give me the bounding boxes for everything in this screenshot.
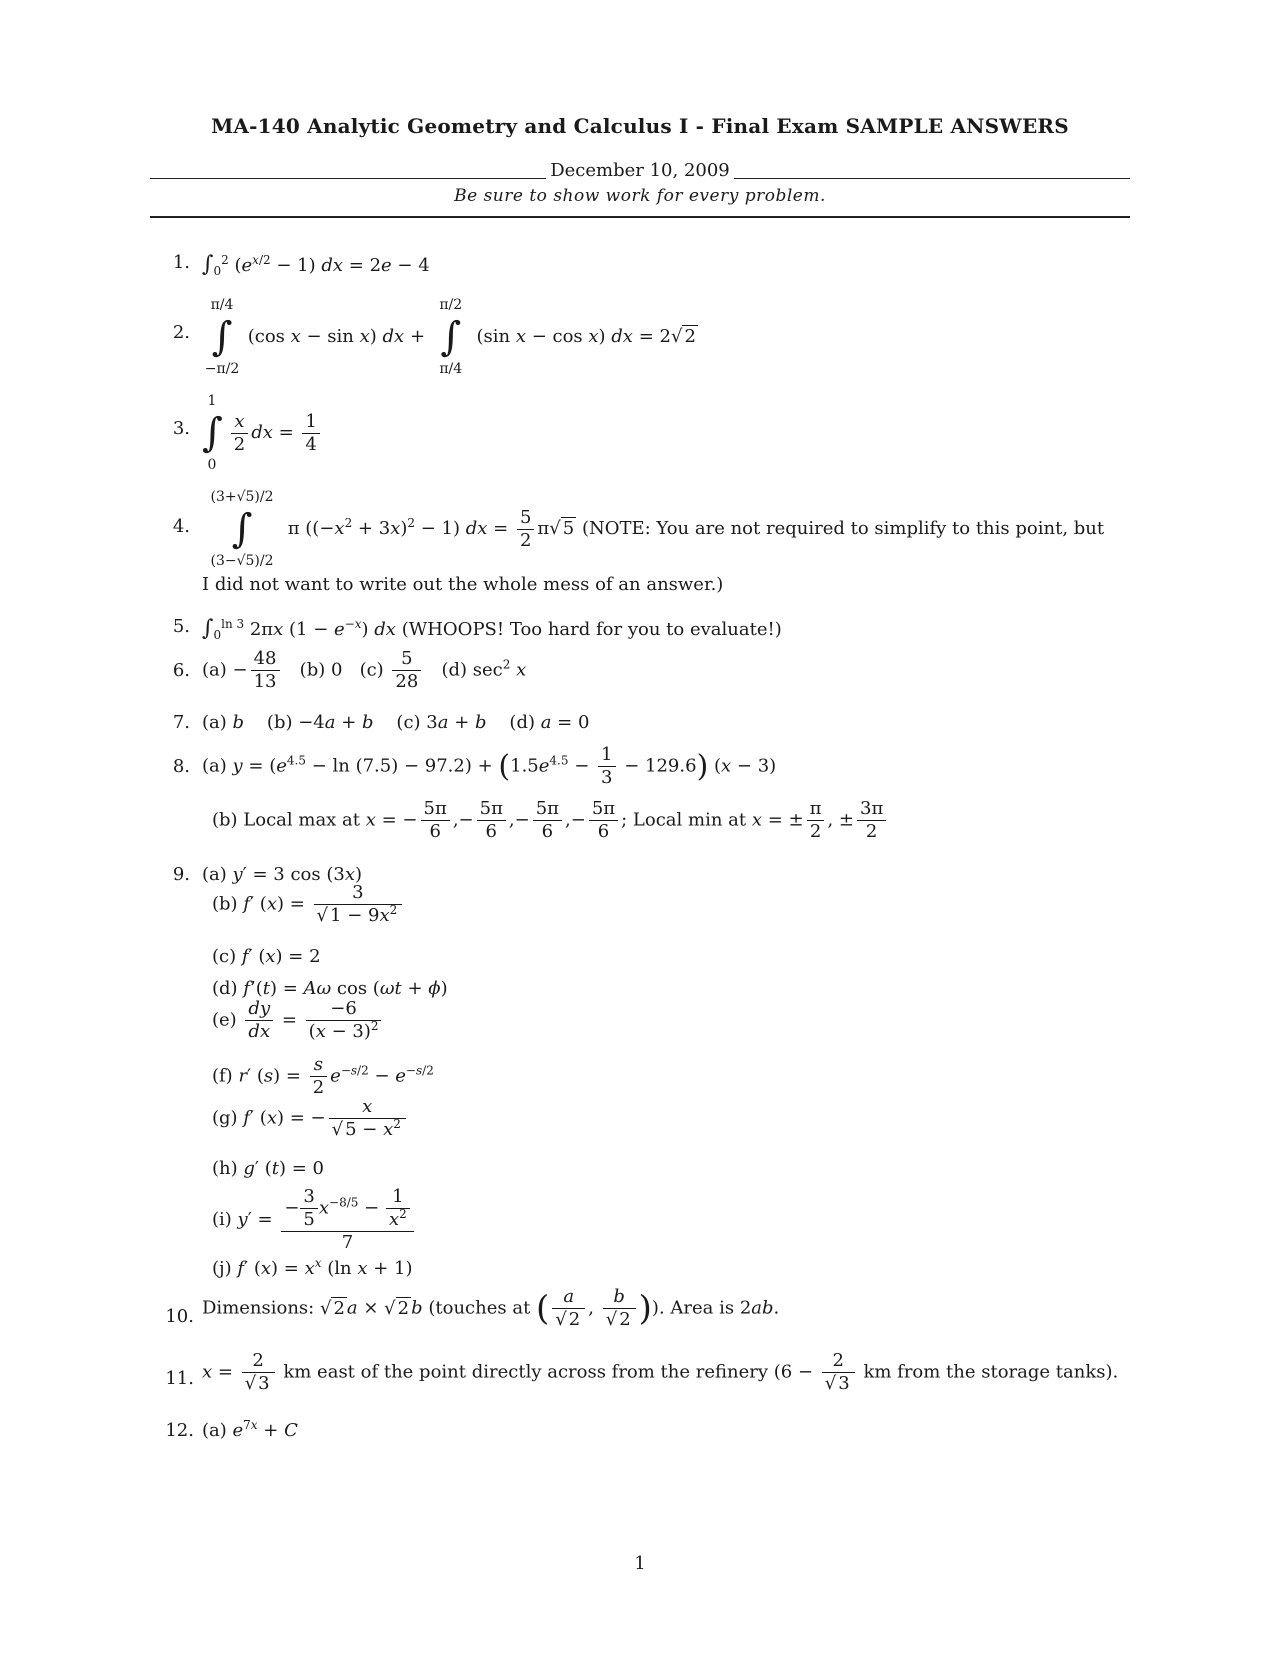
answer-number: 6. xyxy=(172,660,190,681)
answer-number: 9. xyxy=(172,864,190,885)
answer-8b-math: (b) Local max at x = − $\frac{5\pi}{6}$ ,− $\frac{5\pi}{6}$ ,− $\frac{5\pi}{6}$ ,− $\frac{5\pi}{6}$ ; Local min at x = ± $\frac{\pi}{2}$ , ± $\frac{3\pi}{2}$ xyxy=(212,798,889,843)
answer-7-math: (a) b (b) −4a + b (c) 3a + b (d) a = 0 xyxy=(202,712,590,733)
answer-11-math: x = $\frac{2}{√ 3}$ km east of the point directly across from the refinery (6 − $\frac{2}{√ 3}$ km from the storage tanks). xyxy=(202,1350,1119,1394)
answer-8a-math: (a) $y = (e^{4.5} - \ln (7.5) - 97.2) + (1.5e^{4.5}$ − $\frac{1}{3}$ − 129.6) (x − 3) xyxy=(202,744,777,788)
answer-9d-math: (d) f’(t) = Aω cos (ωt + ϕ) xyxy=(212,978,448,999)
answer-12-math: (a) $e^{7x} + C$ xyxy=(202,1418,298,1441)
answer-8b-max-label: Local max at xyxy=(243,809,361,831)
answer-number: 1. xyxy=(172,252,190,273)
answer-9j-math: (j) f′ $(x) = x^x$ (ln x + 1) xyxy=(212,1256,413,1279)
answer-1-math: $\int_0^2$ $(e^{x/2} - 1)$ dx = 2e − 4 xyxy=(202,252,430,278)
answer-2-math: π/4 ∫ −π/2 (cos x − sin x) dx + π/2 ∫ π/4 (sin x − cos x) dx = 2√ 2 xyxy=(204,297,696,377)
answer-9e-math: (e) $\frac{dy}{dx}$ = $\frac{-6}{(x - 3)^2}$ xyxy=(212,998,384,1043)
answer-number: 3. xyxy=(172,418,190,439)
answer-5-math: $\int_0^{ln 3}$ 2πx $(1 - e^{-x})$ dx (WHOOPS! Too hard for you to evaluate!) xyxy=(202,616,782,642)
answer-11-text-2: km from the storage tanks). xyxy=(863,1361,1119,1383)
answer-10-dimensions-label: Dimensions: xyxy=(202,1297,315,1319)
answer-4-math: (3+√5)/2 ∫ (3−√5)/2 π $((-x^2 + 3x)^2 - 1)$ dx = $\frac{5}{2}$ π√ 5 (NOTE: You are not required to simplify to this point, but xyxy=(210,489,1105,569)
answer-9i-math: (i) y′ = − $\frac{3}{5}$ $x^{-8/5}$ − $\frac{1}{x^2}$ 7 xyxy=(212,1186,417,1254)
exam-date xyxy=(150,160,1130,181)
answer-9b-math: (b) f′ (x) = $\frac{3}{√ 1 - 9x^2}$ xyxy=(212,882,405,927)
header-rule-bottom xyxy=(150,216,1130,218)
answer-10-area-label: . Area is xyxy=(658,1297,735,1319)
answer-9c-math: (c) f′ (x) = 2 xyxy=(212,946,321,967)
answer-10-touches-label: (touches at xyxy=(428,1297,531,1319)
page-title: MA-140 Analytic Geometry and Calculus I - Final Exam SAMPLE ANSWERS xyxy=(211,114,1069,138)
answer-8b-min-label: ; Local min at xyxy=(621,809,747,831)
answer-number: 8. xyxy=(172,756,190,777)
exam-instructions: Be sure to show work for every problem. xyxy=(454,186,826,206)
answer-9f-math: (f) r′ (s) = $\frac{s}{2}$ $e^{-s/2} - e^{-s/2}$ xyxy=(212,1054,434,1098)
answer-11-text: km east of the point directly across from the refinery (6 − xyxy=(283,1361,814,1383)
exam-date-text: December 10, 2009 xyxy=(546,160,734,181)
answer-10-math: Dimensions: √ 2 a × √ 2 b (touches at ( $\frac{a}{√ 2}$ , $\frac{b}{√ 2}$ )). Area is 2ab. xyxy=(202,1286,780,1330)
answer-number: 5. xyxy=(172,616,190,637)
answer-number: 11. xyxy=(165,1368,194,1389)
answer-number: 7. xyxy=(172,712,190,733)
answer-4-note-2: I did not want to write out the whole mess of an answer.) xyxy=(202,574,724,595)
answer-9h-math: (h) g′ (t) = 0 xyxy=(212,1158,324,1179)
answer-9a-math: (a) y′ = 3 cos (3x) xyxy=(202,864,362,885)
answer-3-math: 1 ∫ 0 $\frac{x}{2}$ dx = $\frac{1}{4}$ xyxy=(202,392,323,474)
answer-9g-math: (g) f′ (x) = − $\frac{x}{√ 5 - x^2}$ xyxy=(212,1096,409,1141)
answer-number: 2. xyxy=(172,322,190,343)
answer-number: 12. xyxy=(165,1420,194,1441)
answer-4-note: (NOTE: You are not required to simplify to this point, but xyxy=(581,518,1105,539)
answer-number: 10. xyxy=(165,1306,194,1327)
answer-5-note: (WHOOPS! Too hard for you to evaluate!) xyxy=(401,619,782,640)
answer-6-math: (a) − $\frac{48}{13}$ (b) 0 (c) $\frac{5}{28}$ (d) $\sec^2 x$ xyxy=(202,648,527,692)
answer-number: 4. xyxy=(172,516,190,537)
page-number: 1 xyxy=(634,1553,646,1574)
